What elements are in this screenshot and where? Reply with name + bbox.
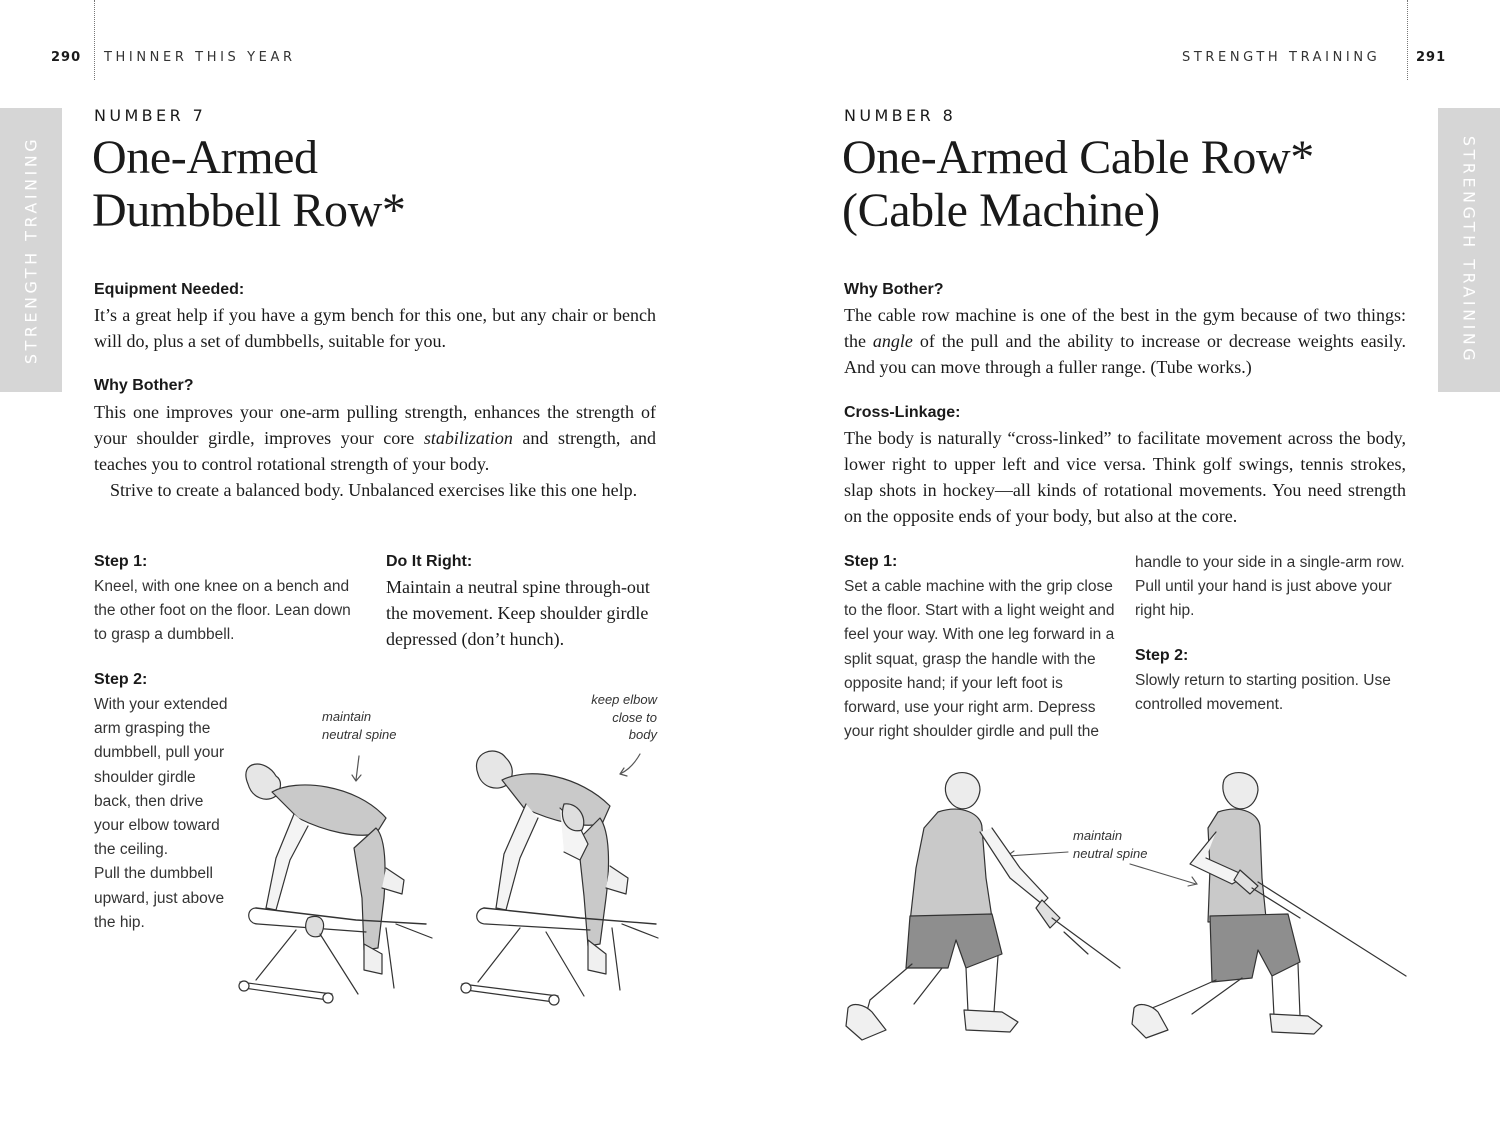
side-tab-right (1438, 108, 1500, 392)
side-tab-left (0, 108, 62, 392)
title-line: (Cable Machine) (842, 184, 1160, 237)
caption-line: neutral spine (322, 726, 397, 742)
running-head-left: THINNER THIS YEAR (104, 50, 296, 65)
why-text-part: of the pull and the ability to increase or decrease weights easily. And you can move through a fuller range. (Tube works.) (844, 331, 1406, 377)
step2-paragraph: With your extended arm grasping the dumbbell, pull your shoulder girdle back, then drive your elbow toward the ceiling. (94, 696, 228, 859)
why-bother-heading-left: Why Bother? (94, 377, 194, 394)
why-text-part: and strength, and teaches you to control rotational strength of your body. (94, 428, 656, 474)
do-it-right-text: Maintain a neutral spine through-out the movement. Keep shoulder girdle depressed (don’t hunch). (386, 577, 650, 649)
why-text-part: This one improves your one-arm pulling strength, enhances the strength of your shoulder girdle, improves your core (94, 402, 656, 448)
caption-line: close to (612, 709, 657, 725)
side-tab-left-label: STRENGTH TRAINING (21, 135, 41, 365)
exercise-title-right (842, 131, 1422, 237)
equipment-heading: Equipment Needed: (94, 281, 245, 298)
caption-line: maintain (1073, 828, 1123, 843)
illustration-dumbbell-row-end (460, 748, 665, 1008)
pointer-arrow (356, 756, 359, 780)
equipment-text: It’s a great help if you have a gym bench for this one, but any chair or bench will do, plus a set of dumbbells, suitable for you. (94, 305, 656, 351)
step1-text-right: Set a cable machine with the grip close to the floor. Start with a light weight and feel your way. With one leg forward in a split squat, grasp the handle with the opposite hand; if your left foot is forward, use your right arm. Depress your right shoulder girdle and pull the (844, 578, 1115, 741)
exercise-number-right: NUMBER 8 (844, 106, 957, 125)
caption-line: body (628, 727, 657, 742)
why-text-emphasis: angle (872, 331, 913, 351)
why-bother-text-right (844, 302, 1406, 380)
title-line: Dumbbell Row* (92, 184, 406, 237)
caption-line: maintain (322, 709, 372, 724)
title-line: One-Armed (92, 131, 318, 184)
step1-heading-right: Step 1: (844, 553, 898, 570)
step1-continued-text: handle to your side in a single-arm row. Pull until your hand is just above your right hip. (1135, 554, 1405, 620)
page-number-right: 291 (1416, 50, 1447, 65)
illustration-dumbbell-row-start (236, 748, 441, 1008)
caption-line: keep elbow (591, 692, 657, 707)
step2-text-left (94, 693, 236, 935)
step1-text-left: Kneel, with one knee on a bench and the other foot on the floor. Lean down to grasp a dumbbell. (94, 578, 351, 644)
illustration-cable-row-start (842, 768, 1122, 1043)
why-text-part: The cable row machine is one of the best in the gym because of two things: the (844, 305, 1406, 351)
exercise-number-left: NUMBER 7 (94, 106, 207, 125)
header-divider-right (1407, 0, 1408, 80)
step2-text-right: Slowly return to starting position. Use controlled movement. (1135, 672, 1391, 714)
title-line: One-Armed Cable Row* (842, 131, 1314, 184)
page-number-left: 290 (51, 50, 82, 65)
why-text-emphasis: stabilization (423, 428, 513, 448)
caption-neutral-spine-left (322, 708, 396, 743)
running-head-right: STRENGTH TRAINING (1182, 50, 1381, 65)
illustration-cable-row-end (1132, 768, 1410, 1043)
side-tab-right-label: STRENGTH TRAINING (1459, 135, 1479, 365)
step2-paragraph: Pull the dumbbell upward, just above the hip. (94, 865, 225, 931)
caption-keep-elbow (560, 691, 657, 744)
exercise-title-left (92, 131, 692, 237)
cross-linkage-heading: Cross-Linkage: (844, 404, 961, 421)
why-bother-text-left (94, 399, 656, 503)
header-divider-left (94, 0, 95, 80)
caption-line: neutral spine (1073, 845, 1148, 861)
step2-heading-right: Step 2: (1135, 647, 1189, 664)
why-text-paragraph-2: Strive to create a balanced body. Unbalanced exercises like this one help. (110, 480, 638, 500)
step2-heading-left: Step 2: (94, 671, 148, 688)
why-bother-heading-right: Why Bother? (844, 281, 944, 298)
cross-linkage-text: The body is naturally “cross-linked” to facilitate movement across the body, lower right to upper left and vice versa. Think golf swings, tennis strokes, slap shots in hockey—all kinds of rotational movements. You need strength on the opposite ends of your body, but also at the core. (844, 428, 1406, 526)
do-it-right-heading: Do It Right: (386, 553, 473, 570)
step1-heading-left: Step 1: (94, 553, 148, 570)
